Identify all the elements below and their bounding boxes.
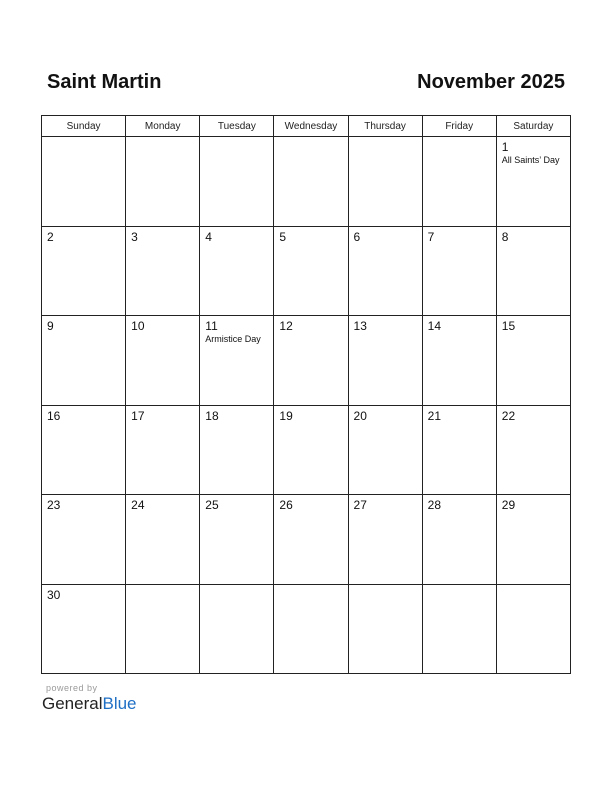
day-cell bbox=[422, 316, 496, 406]
day-cell bbox=[496, 137, 570, 227]
weekday-tuesday: Tuesday bbox=[200, 116, 274, 137]
day-number: 15 bbox=[501, 319, 516, 333]
day-cell bbox=[42, 316, 126, 406]
day-number: 29 bbox=[501, 498, 516, 512]
weekday-saturday: Saturday bbox=[496, 116, 570, 137]
day-number: 7 bbox=[427, 229, 435, 244]
day-number: 2 bbox=[47, 229, 54, 244]
day-number: 3 bbox=[131, 229, 138, 244]
day-cell bbox=[126, 405, 200, 495]
day-cell bbox=[200, 405, 274, 495]
day-cell bbox=[200, 316, 274, 406]
day-cell bbox=[42, 584, 126, 674]
generalblue-logo[interactable] bbox=[42, 694, 137, 714]
day-cell bbox=[42, 226, 126, 316]
day-number: 1 bbox=[501, 140, 509, 154]
day-number: 6 bbox=[353, 229, 361, 244]
day-number: 22 bbox=[501, 408, 516, 423]
day-cell bbox=[200, 226, 274, 316]
brand-general-text: General bbox=[42, 694, 103, 713]
holiday-label: All Saints’ Day bbox=[501, 155, 560, 165]
day-number: 12 bbox=[279, 319, 293, 333]
day-number: 21 bbox=[427, 408, 442, 423]
weekday-wednesday: Wednesday bbox=[274, 116, 348, 137]
weekday-sunday: Sunday bbox=[42, 116, 126, 137]
day-cell bbox=[274, 495, 348, 585]
day-number: 14 bbox=[427, 319, 442, 333]
day-cell bbox=[422, 495, 496, 585]
day-cell bbox=[496, 495, 570, 585]
month-year-title: November 2025 bbox=[417, 71, 565, 93]
day-cell bbox=[200, 495, 274, 585]
day-number: 25 bbox=[205, 498, 219, 512]
day-number: 11 bbox=[205, 319, 218, 333]
day-cell bbox=[126, 226, 200, 316]
day-cell bbox=[200, 137, 274, 227]
day-cell bbox=[422, 405, 496, 495]
day-cell bbox=[274, 584, 348, 674]
day-number: 13 bbox=[353, 319, 367, 333]
day-cell bbox=[422, 226, 496, 316]
week-row bbox=[42, 495, 571, 585]
day-number: 4 bbox=[205, 229, 212, 244]
day-cell bbox=[496, 584, 570, 674]
day-cell bbox=[274, 405, 348, 495]
day-number: 5 bbox=[279, 229, 287, 244]
day-number: 18 bbox=[205, 408, 219, 423]
day-cell bbox=[348, 584, 422, 674]
day-number: 17 bbox=[131, 408, 145, 423]
day-cell bbox=[496, 226, 570, 316]
day-cell bbox=[422, 137, 496, 227]
day-number: 30 bbox=[47, 587, 61, 602]
weekday-monday: Monday bbox=[126, 116, 200, 137]
day-number: 27 bbox=[353, 498, 367, 512]
week-row bbox=[42, 316, 571, 406]
day-cell bbox=[126, 137, 200, 227]
day-number: 23 bbox=[47, 498, 61, 512]
day-number: 10 bbox=[131, 319, 145, 333]
calendar-grid bbox=[41, 115, 571, 674]
powered-by-label: powered by bbox=[46, 683, 98, 693]
brand-blue-text: Blue bbox=[102, 694, 137, 713]
day-cell bbox=[274, 316, 348, 406]
week-row bbox=[42, 405, 571, 495]
day-cell bbox=[126, 316, 200, 406]
day-cell bbox=[496, 316, 570, 406]
day-cell bbox=[42, 137, 126, 227]
day-number: 16 bbox=[47, 408, 61, 423]
day-cell bbox=[348, 226, 422, 316]
week-row bbox=[42, 226, 571, 316]
day-number: 20 bbox=[353, 408, 367, 423]
day-cell bbox=[348, 495, 422, 585]
week-row bbox=[42, 584, 571, 674]
day-cell bbox=[274, 226, 348, 316]
day-cell bbox=[348, 137, 422, 227]
day-cell bbox=[348, 316, 422, 406]
day-cell bbox=[274, 137, 348, 227]
day-number: 28 bbox=[427, 498, 442, 512]
day-cell bbox=[126, 584, 200, 674]
location-title: Saint Martin bbox=[47, 71, 162, 93]
day-number: 26 bbox=[279, 498, 293, 512]
day-cell bbox=[348, 405, 422, 495]
day-number: 8 bbox=[501, 229, 509, 244]
day-cell bbox=[126, 495, 200, 585]
day-number: 9 bbox=[47, 319, 54, 333]
holiday-label: Armistice Day bbox=[205, 334, 261, 344]
day-cell bbox=[42, 405, 126, 495]
day-number: 24 bbox=[131, 498, 145, 512]
weekday-friday: Friday bbox=[422, 116, 496, 137]
day-cell bbox=[42, 495, 126, 585]
weekday-thursday: Thursday bbox=[348, 116, 422, 137]
weekday-header-row bbox=[42, 116, 571, 137]
week-row bbox=[42, 137, 571, 227]
day-cell bbox=[496, 405, 570, 495]
day-cell bbox=[200, 584, 274, 674]
day-number: 19 bbox=[279, 408, 293, 423]
day-cell bbox=[422, 584, 496, 674]
